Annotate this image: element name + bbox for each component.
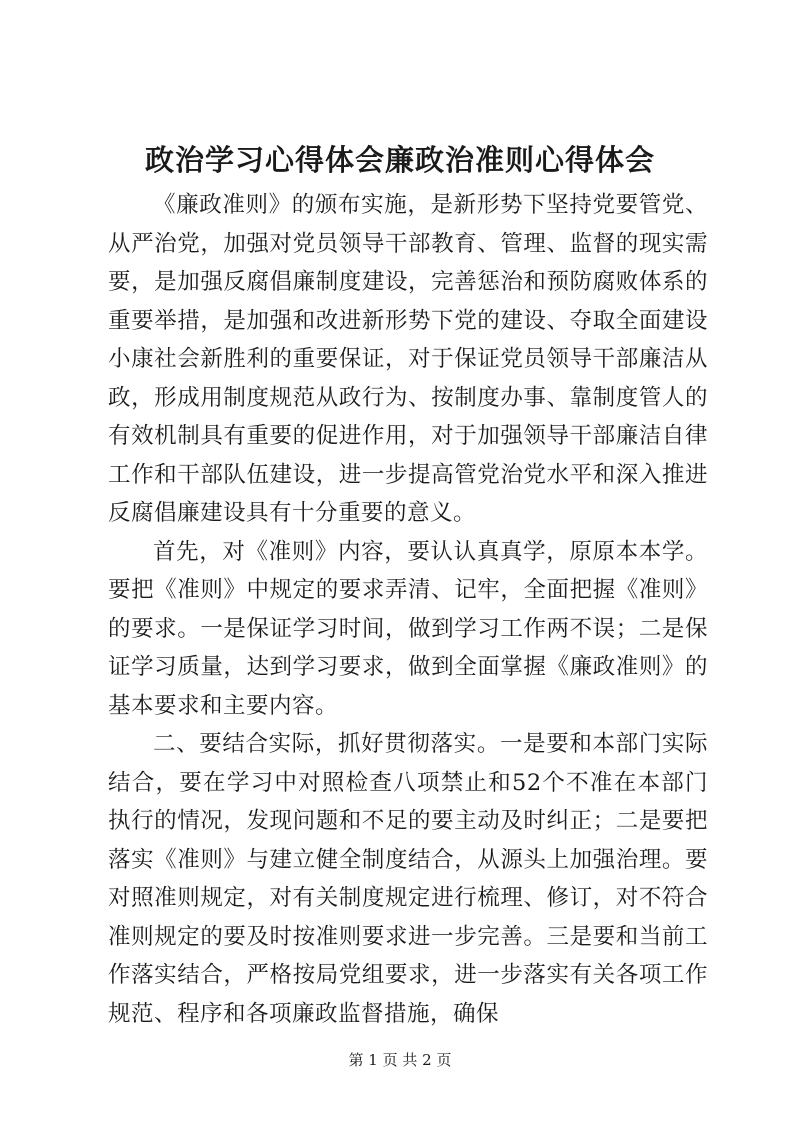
document-body xyxy=(108,186,708,1033)
paragraph-2: 首先，对《准则》内容，要认认真真学，原原本本学。要把《准则》中规定的要求弄清、记牢，全面把握《准则》的要求。一是保证学习时间，做到学习工作两不误；二是保证学习质量，达到学习要求，做到全面掌握《廉政准则》的基本要求和主要内容。 xyxy=(108,538,708,719)
page-footer: 第 1 页 共 2 页 xyxy=(348,1051,452,1069)
document-title: 政治学习心得体会廉政治准则心得体会 xyxy=(144,143,655,177)
paragraph-1: 《廉政准则》的颁布实施，是新形势下坚持党要管党、从严治党，加强对党员领导干部教育、管理、监督的现实需要，是加强反腐倡廉制度建设，完善惩治和预防腐败体系的重要举措，是加强和改进新形势下党的建设、夺取全面建设小康社会新胜利的重要保证，对于保证党员领导干部廉洁从政，形成用制度规范从政行为、按制度办事、靠制度管人的有效机制具有重要的促进作用，对于加强领导干部廉洁自律工作和干部队伍建设，进一步提高管党治党水平和深入推进反腐倡廉建设具有十分重要的意义。 xyxy=(108,192,708,526)
paragraph-3: 二、要结合实际，抓好贯彻落实。一是要和本部门实际结合，要在学习中对照检查八项禁止和52个不准在本部门执行的情况，发现问题和不足的要主动及时纠正；二是要把落实《准则》与建立健全制度结合，从源头上加强治理。要对照准则规定，对有关制度规定进行梳理、修订，对不符合准则规定的要及时按准则要求进一步完善。三是要和当前工作落实结合，严格按局党组要求，进一步落实有关各项工作规范、程序和各项廉政监督措施，确保 xyxy=(108,731,708,1027)
